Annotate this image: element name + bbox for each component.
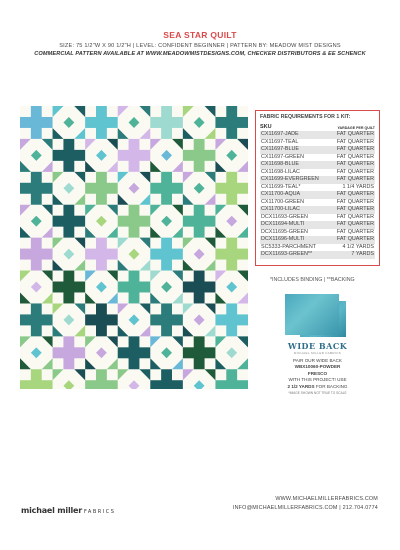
fabric-qty: 7 YARDS	[351, 251, 374, 257]
fabric-qty: FAT QUARTER	[336, 138, 374, 145]
fabric-row	[260, 131, 375, 139]
fabric-sku: CX11697-BLUE	[261, 146, 299, 152]
fabric-sku: CX11697-GREEN	[261, 153, 305, 160]
fabric-row	[260, 154, 375, 162]
fabric-qty: FAT QUARTER	[336, 131, 374, 137]
fabric-sku: DCX11693-GREEN	[261, 213, 308, 220]
fabric-qty: FAT QUARTER	[336, 236, 374, 242]
fabric-sku: CX11700-GREEN	[261, 198, 305, 205]
wide-back-swatch	[285, 294, 339, 335]
wide-back-print: FRESCO	[307, 370, 328, 376]
fabric-row	[260, 184, 375, 192]
fabric-row	[260, 199, 375, 207]
logo-sub: FABRICS	[84, 509, 116, 515]
fabric-qty: 4 1/2 YARDS	[342, 243, 374, 250]
fabric-qty: FAT QUARTER	[336, 153, 374, 160]
fabric-row	[260, 214, 375, 222]
fabric-row	[260, 191, 375, 199]
fabric-sku: SC5333-PARCHMENT	[261, 243, 317, 250]
fabric-requirements-box	[255, 110, 380, 266]
fabric-sku: CX11697-TEAL	[261, 138, 299, 145]
fabric-qty: FAT QUARTER	[336, 191, 374, 197]
fabric-sku: DCX11693-GREEN**	[261, 251, 313, 257]
fabric-qty: 1 1/4 YARDS	[342, 183, 374, 190]
page-title: SEA STAR QUILT	[163, 30, 237, 40]
fabric-qty: FAT QUARTER	[336, 221, 374, 227]
fabric-row	[260, 161, 375, 169]
fabric-title: FABRIC REQUIREMENTS FOR 1 KIT:	[260, 114, 351, 120]
fabric-row	[260, 221, 375, 229]
fabric-row	[260, 139, 375, 147]
fabric-qty: FAT QUARTER	[336, 168, 374, 175]
logo-name: michael miller	[21, 506, 83, 515]
fabric-sku: DCX11694-MULTI	[261, 221, 305, 227]
wide-back-line1: PAIR OUR WIDE BACK	[293, 358, 342, 363]
wide-back-info	[255, 341, 380, 395]
fabric-qty: FAT QUARTER	[336, 198, 374, 205]
footer-website[interactable]: WWW.MICHAELMILLERFABRICS.COM	[275, 496, 378, 502]
fabric-sku: CX11698-BLUE	[261, 161, 299, 167]
yardage-header: YARDAGE PER QUILT	[337, 126, 375, 130]
fabric-sku: DCX11696-MULTI	[261, 236, 305, 242]
fabric-row	[260, 176, 375, 184]
fabric-sku: CX11700-AQUA	[261, 191, 301, 197]
fabric-qty: FAT QUARTER	[336, 161, 374, 167]
fabric-qty: FAT QUARTER	[336, 228, 374, 235]
fabric-sku: DCX11695-GREEN	[261, 228, 308, 235]
pattern-info: SIZE: 75 1/2"W X 90 1/2"H | LEVEL: CONFIDENT BEGINNER | PATTERN BY: MEADOW MIST DESIGNS	[59, 43, 341, 49]
wide-back-line4: WITH THIS PROJECT! USE	[288, 377, 347, 383]
fabric-qty: FAT QUARTER	[336, 213, 374, 220]
wide-back-line5: FOR BACKING	[315, 383, 348, 389]
fabric-sku: CX11699-TEAL*	[261, 183, 301, 190]
wide-back-yards: 2 1/2 YARDS	[287, 383, 315, 389]
fabric-sku: CX11698-LILAC	[261, 168, 300, 175]
fabric-sku: CX11699-EVERGREEN	[261, 176, 319, 182]
fabric-qty: FAT QUARTER	[336, 176, 374, 182]
wide-back-note: *IMAGE SHOWN NOT TRUE TO SCALE	[288, 391, 347, 396]
fabric-qty: FAT QUARTER	[336, 146, 374, 152]
wide-back-subtitle: MICHAEL MILLER FABRICS	[293, 351, 342, 355]
wide-back-title: WIDE BACK	[287, 341, 348, 351]
fabric-row	[260, 169, 375, 177]
quilt-image	[20, 106, 248, 389]
fabric-qty: FAT QUARTER	[336, 206, 374, 212]
fabric-row	[260, 229, 375, 237]
footer-contact[interactable]: INFO@MICHAELMILLERFABRICS.COM | 212.704.0774	[232, 505, 378, 511]
wide-back-sku: WBX10060-POWDER	[294, 364, 341, 370]
fabric-header-row	[260, 124, 375, 130]
fabric-row	[260, 236, 375, 244]
sku-header: SKU	[260, 124, 272, 130]
fabric-sku: CX11700-LILAC	[261, 206, 300, 212]
michael-miller-logo	[21, 506, 115, 515]
fabric-list	[260, 131, 375, 259]
fabric-sku: CX11697-JADE	[261, 131, 299, 137]
binding-note: *INCLUDES BINDING | **BACKING	[270, 277, 355, 283]
commercial-info: COMMERCIAL PATTERN AVAILABLE AT WWW.MEADOWMISTDESIGNS.COM, CHECKER DISTRIBUTORS & EE SCHENCK	[34, 51, 366, 57]
fabric-row	[260, 244, 375, 252]
fabric-row	[260, 251, 375, 259]
fabric-row	[260, 206, 375, 214]
fabric-row	[260, 146, 375, 154]
